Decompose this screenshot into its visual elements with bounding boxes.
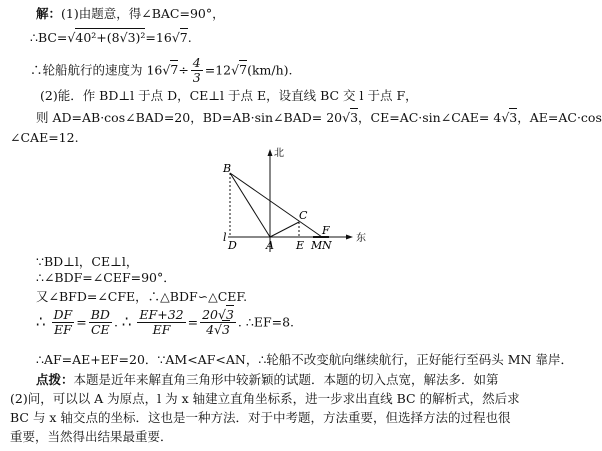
label-B: B: [223, 162, 232, 175]
label-D: D: [228, 239, 237, 252]
north-arrow-icon: [268, 149, 273, 156]
line-4: (2)能．作 BD⊥l 于点 D，CE⊥l 于点 E，设直线 BC 交 l 于点 F，: [40, 88, 418, 103]
solution-heading: 解：: [36, 6, 62, 21]
segment-AC: [270, 222, 299, 237]
segment-BA: [230, 173, 270, 237]
label-F: F: [322, 224, 330, 237]
fraction-20r3-4r3: $\frac{20√3}{4√3}$: [202, 307, 234, 338]
label-M: M: [311, 239, 323, 252]
label-A: A: [266, 239, 274, 252]
line-14: BC 与 x 轴交点的坐标．这也是一种方法．对于中考题，方法重要，但选择方法的过程也很: [10, 410, 511, 425]
line-10: ∴ $\frac{DF}{EF}$ = $\frac{BD}{CE}$ . ∴ $\frac{EF+32}{EF}$ = $\frac{20√3}{4√3}$ . ∴EF=8.: [36, 307, 295, 338]
fraction-BD-CE: $\frac{BD}{CE}$: [90, 307, 110, 338]
label-C: C: [299, 209, 308, 222]
line-5: 则 AD=AB·cos∠BAD=20，BD=AB·sin∠BAD= 20√3，CE=AC·sin∠CAE= 4√3，AE=AC·cos: [36, 110, 602, 125]
fraction-DF-EF: $\frac{DF}{EF}$: [53, 307, 73, 338]
tip-label: 点拨：: [36, 372, 74, 387]
line-8: ∴∠BDF=∠CEF=90°．: [36, 270, 176, 285]
east-arrow-icon: [346, 235, 353, 240]
line-2: ∴BC=√40²+(8√3)²=16√7.: [30, 30, 192, 45]
label-l: l: [223, 231, 227, 244]
line-1: 解：(1)由题意，得∠BAC=90°，: [36, 6, 225, 21]
label-E: E: [296, 239, 305, 252]
line-6: ∠CAE=12.: [10, 130, 79, 145]
line-9: 又∠BFD=∠CFE，∴△BDF∽△CEF.: [36, 289, 248, 304]
line-15: 重要，当然得出结果最重要．: [10, 429, 173, 444]
line-7: ∵BD⊥l，CE⊥l，: [36, 254, 139, 269]
fraction-EF32-EF: $\frac{EF+32}{EF}$: [139, 307, 184, 338]
north-label: 北: [274, 148, 284, 159]
fraction-4-3: $\frac{4}{3}$: [192, 55, 201, 86]
label-N: N: [322, 239, 332, 252]
line-11: ∴AF=AE+EF=20．∵AM<AF<AN，∴轮船不改变航向继续航行，正好能行至码头 MN 靠岸．: [36, 352, 573, 367]
geometry-figure: [215, 146, 365, 254]
line-3: ∴轮船航行的速度为 16√7÷ $\frac{4}{3}$ =12√7(km/h).: [30, 55, 293, 86]
east-label: 东: [356, 233, 366, 244]
line-13: (2)问，可以以 A 为原点，l 为 x 轴建立直角坐标系，进一步求出直线 BC 的解析式，然后求: [10, 391, 520, 406]
segment-BF: [230, 173, 322, 237]
line-12: 点拨：本题是近年来解直角三角形中较新颖的试题．本题的切入点宽，解法多．如第: [36, 372, 499, 387]
